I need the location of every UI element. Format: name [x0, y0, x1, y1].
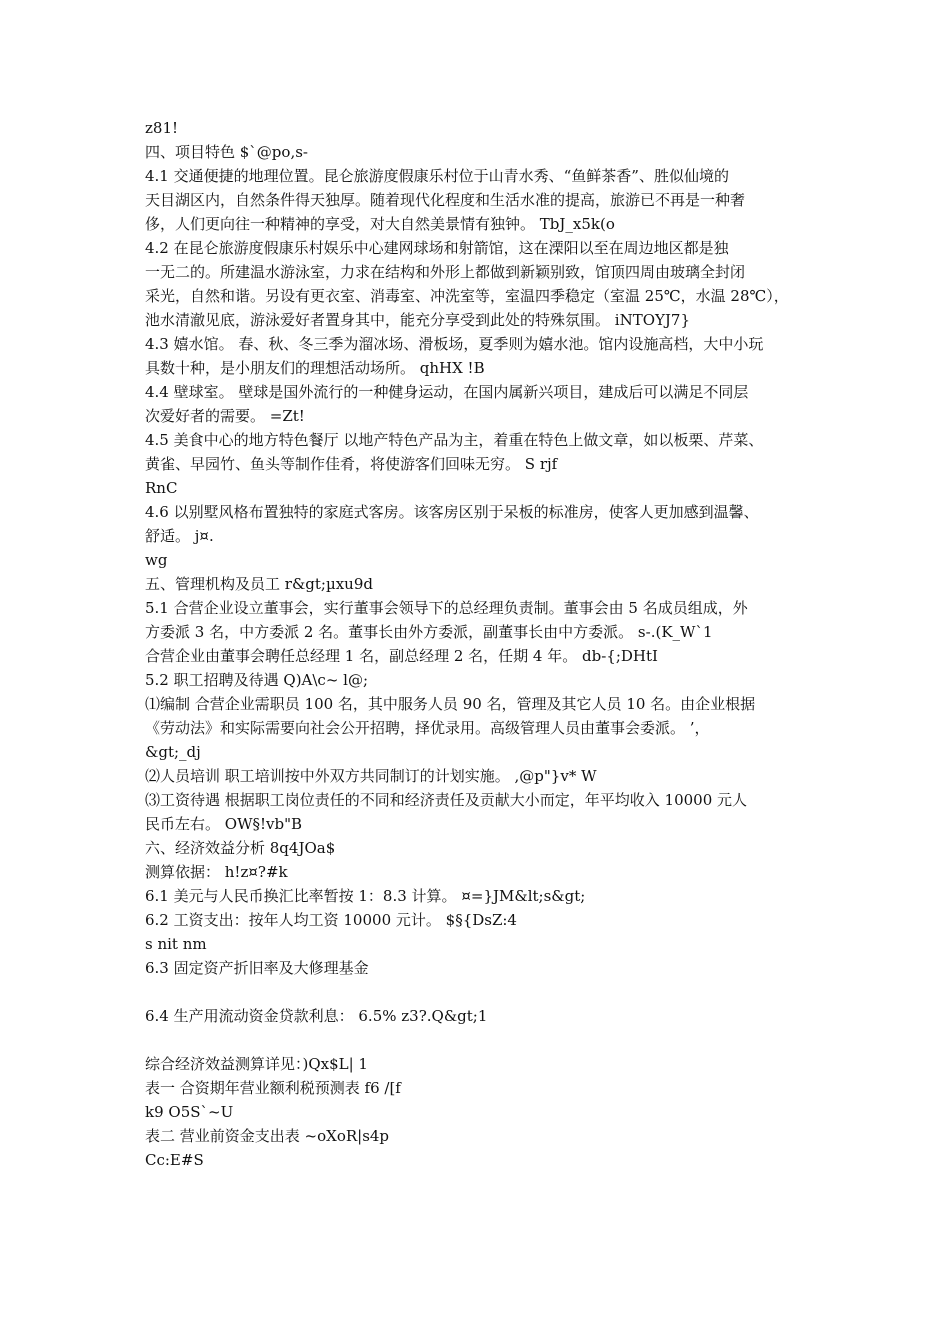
text-line: 池水清澈见底，游泳爱好者置身其中，能充分享受到此处的特殊氛围。 iNTOYJ7} [145, 311, 690, 329]
text-line: 4.1 交通便捷的地理位置。昆仑旅游度假康乐村位于山青水秀、“鱼鲜茶香”、胜似仙境的 [145, 167, 729, 185]
text-line: s nit nm [145, 935, 207, 953]
text-line: k9 O5S`~U [145, 1103, 234, 1121]
text-line: 表二 营业前资金支出表 ~oXoR|s4p [145, 1127, 390, 1145]
text-line: 五、管理机构及员工 r&gt;µxu9d [145, 575, 373, 593]
text-line: 表一 合资期年营业额利税预测表 f6 /[f [145, 1079, 401, 1097]
text-line: RnC [145, 479, 178, 497]
text-line: ⑴编制 合营企业需职员 100 名，其中服务人员 90 名，管理及其它人员 10 名。由企业根据 [145, 695, 756, 713]
text-line: 民币左右。 OW§!vb"B [145, 815, 303, 833]
text-line: 6.4 生产用流动资金贷款利息： 6.5% z3?.Q&gt;1 [145, 1007, 488, 1025]
text-line [145, 1028, 815, 1052]
text-line: &gt;_dj [145, 743, 201, 761]
text-line: 6.1 美元与人民币换汇比率暂按 1：8.3 计算。 ¤=}JM&lt;s&gt; [145, 887, 586, 905]
text-line: 合营企业由董事会聘任总经理 1 名，副总经理 2 名，任期 4 年。 db-{;DHtI [145, 647, 658, 665]
text-line: 4.5 美食中心的地方特色餐厅 以地产特色产品为主，着重在特色上做文章，如以板栗、芹菜、 [145, 431, 764, 449]
text-line: 舒适。 j¤. [145, 527, 214, 545]
text-line: z81! [145, 119, 179, 137]
text-line: Cc:E#S [145, 1151, 204, 1169]
text-line: 天目湖区内，自然条件得天独厚。随着现代化程度和生活水准的提高，旅游已不再是一种奢 [145, 191, 746, 209]
text-line: 一无二的。所建温水游泳室，力求在结构和外形上都做到新颖别致，馆顶四周由玻璃全封闭 [145, 263, 746, 281]
text-line: 6.2 工资支出：按年人均工资 10000 元计。 $§{DsZ:4 [145, 911, 517, 929]
text-line: 4.2 在昆仑旅游度假康乐村娱乐中心建网球场和射箭馆，这在溧阳以至在周边地区都是独 [145, 239, 729, 257]
text-line: wg [145, 551, 168, 569]
text-line: 采光，自然和谐。另设有更衣室、消毒室、冲洗室等，室温四季稳定（室温 25℃，水温 28℃）， [145, 287, 789, 305]
text-line: 4.6 以别墅风格布置独特的家庭式客房。该客房区别于呆板的标准房，使客人更加感到温馨、 [145, 503, 759, 521]
text-line: 六、经济效益分析 8q4JOa$ [145, 839, 336, 857]
text-line: 《劳动法》和实际需要向社会公开招聘，择优录用。高级管理人员由董事会委派。 ’， [145, 719, 710, 737]
text-line: 5.2 职工招聘及待遇 Q)A\c~ l@; [145, 671, 369, 689]
text-line: 4.3 嬉水馆。 春、秋、冬三季为溜冰场、滑板场，夏季则为嬉水池。馆内设施高档，大中小玩 [145, 335, 764, 353]
text-line: 综合经济效益测算详见：)Qx$L| 1 [145, 1055, 368, 1073]
text-line: 方委派 3 名，中方委派 2 名。董事长由外方委派，副董事长由中方委派。 s-.(K_W`1 [145, 623, 713, 641]
text-line: 6.3 固定资产折旧率及大修理基金 [145, 959, 369, 977]
text-line: 次爱好者的需要。 =Zt! [145, 407, 305, 425]
text-line: 测算依据： h!z¤?#k [145, 863, 288, 881]
text-line: 四、项目特色 $`@po,s- [145, 143, 308, 161]
text-line: 黄雀、早园竹、鱼头等制作佳肴，将使游客们回味无穷。 S rjf [145, 455, 558, 473]
text-line: ⑵人员培训 职工培训按中外双方共同制订的计划实施。 ,@p"}v* W [145, 767, 597, 785]
document-body [145, 116, 815, 1172]
text-line: 4.4 壁球室。 壁球是国外流行的一种健身运动，在国内属新兴项目，建成后可以满足不同层 [145, 383, 749, 401]
text-line: ⑶工资待遇 根据职工岗位责任的不同和经济责任及贡献大小而定，年平均收入 10000 元人 [145, 791, 748, 809]
text-line [145, 980, 815, 1004]
text-line: 侈，人们更向往一种精神的享受，对大自然美景情有独钟。 TbJ_x5k(o [145, 215, 615, 233]
text-line: 具数十种，是小朋友们的理想活动场所。 qhHX !B [145, 359, 485, 377]
text-line: 5.1 合营企业设立董事会，实行董事会领导下的总经理负责制。董事会由 5 名成员组成，外 [145, 599, 748, 617]
